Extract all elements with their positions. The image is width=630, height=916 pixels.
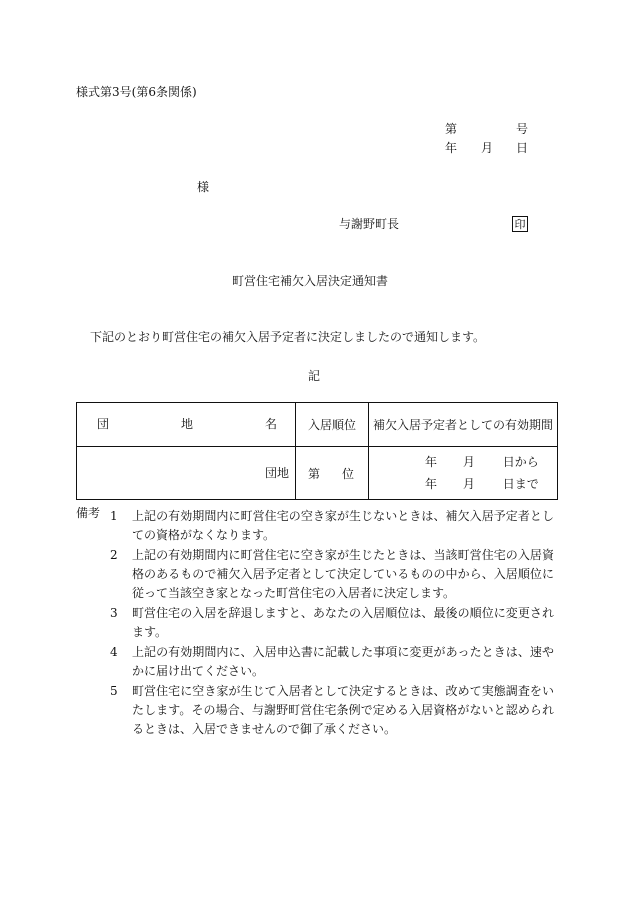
period-from-line bbox=[425, 455, 539, 469]
date-year-label: 年 bbox=[445, 141, 458, 155]
table-header-row bbox=[77, 403, 558, 447]
remark-text-4: 上記の有効期間内に、入居申込書に記載した事項に変更があったときは、速やかに届け出てください。 bbox=[132, 645, 554, 678]
remark-number-2: 2 bbox=[110, 548, 118, 562]
remark-note-3 bbox=[110, 604, 554, 642]
from-month-label: 月 bbox=[462, 455, 475, 469]
remark-note-4 bbox=[110, 643, 554, 681]
order-value-cell bbox=[296, 447, 369, 500]
body-text: 下記のとおり町営住宅の補欠入居予定者に決定しましたので通知します。 bbox=[90, 330, 486, 344]
ki-label: 記 bbox=[308, 369, 321, 383]
to-day-label: 日まで bbox=[502, 477, 539, 491]
danchi-value-cell: 団地 bbox=[77, 447, 296, 500]
to-month-label: 月 bbox=[462, 477, 475, 491]
doc-number-suffix: 号 bbox=[516, 122, 529, 136]
remark-text-2: 上記の有効期間内に町営住宅に空き家が生じたときは、当該町営住宅の入居資格のあるもので補欠入居予定者として決定しているものの中から、入居順位に従って当該空き家となった町営住宅の入居者に決定します。 bbox=[132, 548, 554, 600]
decision-table bbox=[76, 402, 558, 500]
remark-number-3: 3 bbox=[110, 606, 118, 620]
remark-note-2 bbox=[110, 546, 554, 603]
danchi-header-cell bbox=[77, 403, 296, 447]
danchi-header-char1: 団 bbox=[97, 417, 110, 431]
document-title: 町営住宅補欠入居決定通知書 bbox=[232, 274, 389, 288]
danchi-header-char2: 地 bbox=[181, 417, 194, 431]
remark-note-1 bbox=[110, 507, 554, 545]
seal-mark: 印 bbox=[512, 216, 528, 232]
from-year-label: 年 bbox=[425, 455, 438, 469]
doc-number-prefix: 第 bbox=[445, 122, 458, 136]
period-to-line bbox=[425, 477, 539, 491]
remark-number-4: 4 bbox=[110, 645, 118, 659]
period-header-cell: 補欠入居予定者としての有効期間 bbox=[369, 403, 558, 447]
remarks-label: 備考 bbox=[76, 506, 101, 520]
table-value-row bbox=[77, 447, 558, 500]
date-day-label: 日 bbox=[516, 141, 529, 155]
order-header-cell: 入居順位 bbox=[296, 403, 369, 447]
order-suffix: 位 bbox=[342, 467, 355, 481]
remark-text-3: 町営住宅の入居を辞退しますと、あなたの入居順位は、最後の順位に変更されます。 bbox=[132, 606, 554, 639]
danchi-header-char3: 名 bbox=[265, 417, 278, 431]
order-prefix: 第 bbox=[308, 467, 321, 481]
form-number: 様式第3号(第6条関係) bbox=[76, 85, 197, 99]
period-value-cell bbox=[369, 447, 558, 500]
to-year-label: 年 bbox=[425, 477, 438, 491]
date-month-label: 月 bbox=[481, 141, 494, 155]
issuer-name: 与謝野町長 bbox=[339, 217, 400, 231]
remark-note-5 bbox=[110, 682, 554, 739]
from-day-label: 日から bbox=[502, 455, 539, 469]
remark-number-5: 5 bbox=[110, 684, 118, 698]
remark-text-5: 町営住宅に空き家が生じて入居者として決定するときは、改めて実態調査をいたします。その場合、与謝野町営住宅条例で定める入居資格がないと認められるときは、入居できませんので御了承ください。 bbox=[132, 684, 554, 736]
remark-number-1: 1 bbox=[110, 509, 118, 523]
addressee-honorific: 様 bbox=[197, 180, 210, 194]
remark-text-1: 上記の有効期間内に町営住宅の空き家が生じないときは、補欠入居予定者としての資格がなくなります。 bbox=[132, 509, 554, 542]
